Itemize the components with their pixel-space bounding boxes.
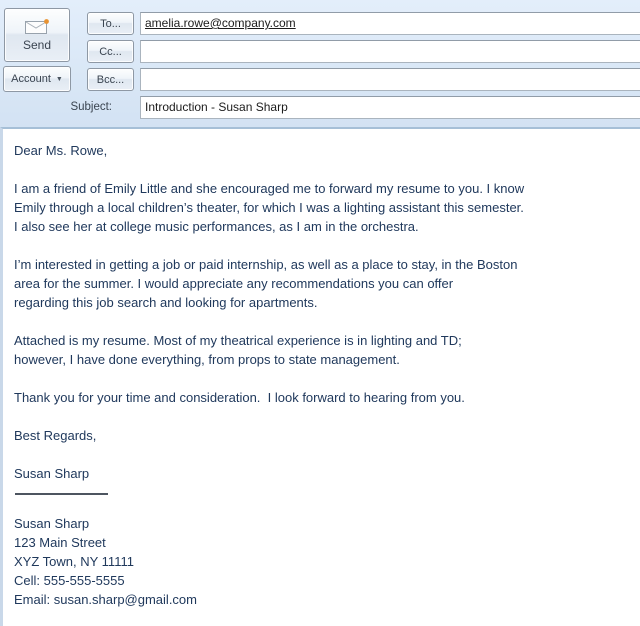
cc-button-label: Cc... bbox=[99, 45, 122, 58]
envelope-header bbox=[0, 0, 640, 127]
body-line: Thank you for your time and consideration. I look forward to hearing from you. bbox=[14, 390, 465, 405]
signature-line: Email: susan.sharp@gmail.com bbox=[14, 592, 197, 607]
to-button[interactable] bbox=[87, 12, 134, 35]
signature-line: XYZ Town, NY 11111 bbox=[14, 554, 134, 569]
body-line: I’m interested in getting a job or paid internship, as well as a place to stay, in the Boston bbox=[14, 257, 518, 272]
to-recipient-address[interactable]: amelia.rowe@company.com bbox=[145, 16, 296, 30]
subject-label: Subject: bbox=[70, 101, 112, 113]
signature-line: 123 Main Street bbox=[14, 535, 106, 550]
body-line: however, I have done everything, from props to state management. bbox=[14, 352, 400, 367]
subject-value: Introduction - Susan Sharp bbox=[145, 100, 288, 114]
account-button-label: Account bbox=[11, 73, 51, 85]
send-button[interactable] bbox=[4, 8, 70, 62]
account-button[interactable] bbox=[3, 66, 71, 92]
subject-input[interactable] bbox=[140, 96, 640, 119]
signed-name: Susan Sharp bbox=[14, 466, 90, 481]
body-line: I also see her at college music performances, as I am in the orchestra. bbox=[14, 219, 419, 234]
body-line: Emily through a local children’s theater, for which I was a lighting assistant this semester. bbox=[14, 200, 524, 215]
message-body-editor[interactable] bbox=[0, 127, 640, 626]
cc-input[interactable] bbox=[140, 40, 640, 63]
body-line: I am a friend of Emily Little and she encouraged me to forward my resume to you. I know bbox=[14, 181, 525, 196]
body-line: Attached is my resume. Most of my theatrical experience is in lighting and TD; bbox=[14, 333, 462, 348]
signature-line: Cell: 555-555-5555 bbox=[14, 573, 125, 588]
bcc-input[interactable] bbox=[140, 68, 640, 91]
salutation: Dear Ms. Rowe, bbox=[14, 143, 108, 158]
signature-line: Susan Sharp bbox=[14, 516, 90, 531]
send-button-label: Send bbox=[22, 38, 52, 52]
to-input[interactable] bbox=[140, 12, 640, 35]
bcc-button[interactable] bbox=[87, 68, 134, 91]
chevron-down-icon: ▼ bbox=[55, 75, 63, 83]
body-line: regarding this job search and looking for apartments. bbox=[14, 295, 318, 310]
closing: Best Regards, bbox=[14, 428, 97, 443]
body-line: area for the summer. I would appreciate any recommendations you can offer bbox=[14, 276, 454, 291]
to-button-label: To... bbox=[100, 17, 121, 30]
cc-button[interactable] bbox=[87, 40, 134, 63]
envelope-icon bbox=[24, 18, 50, 35]
bcc-button-label: Bcc... bbox=[96, 73, 125, 86]
